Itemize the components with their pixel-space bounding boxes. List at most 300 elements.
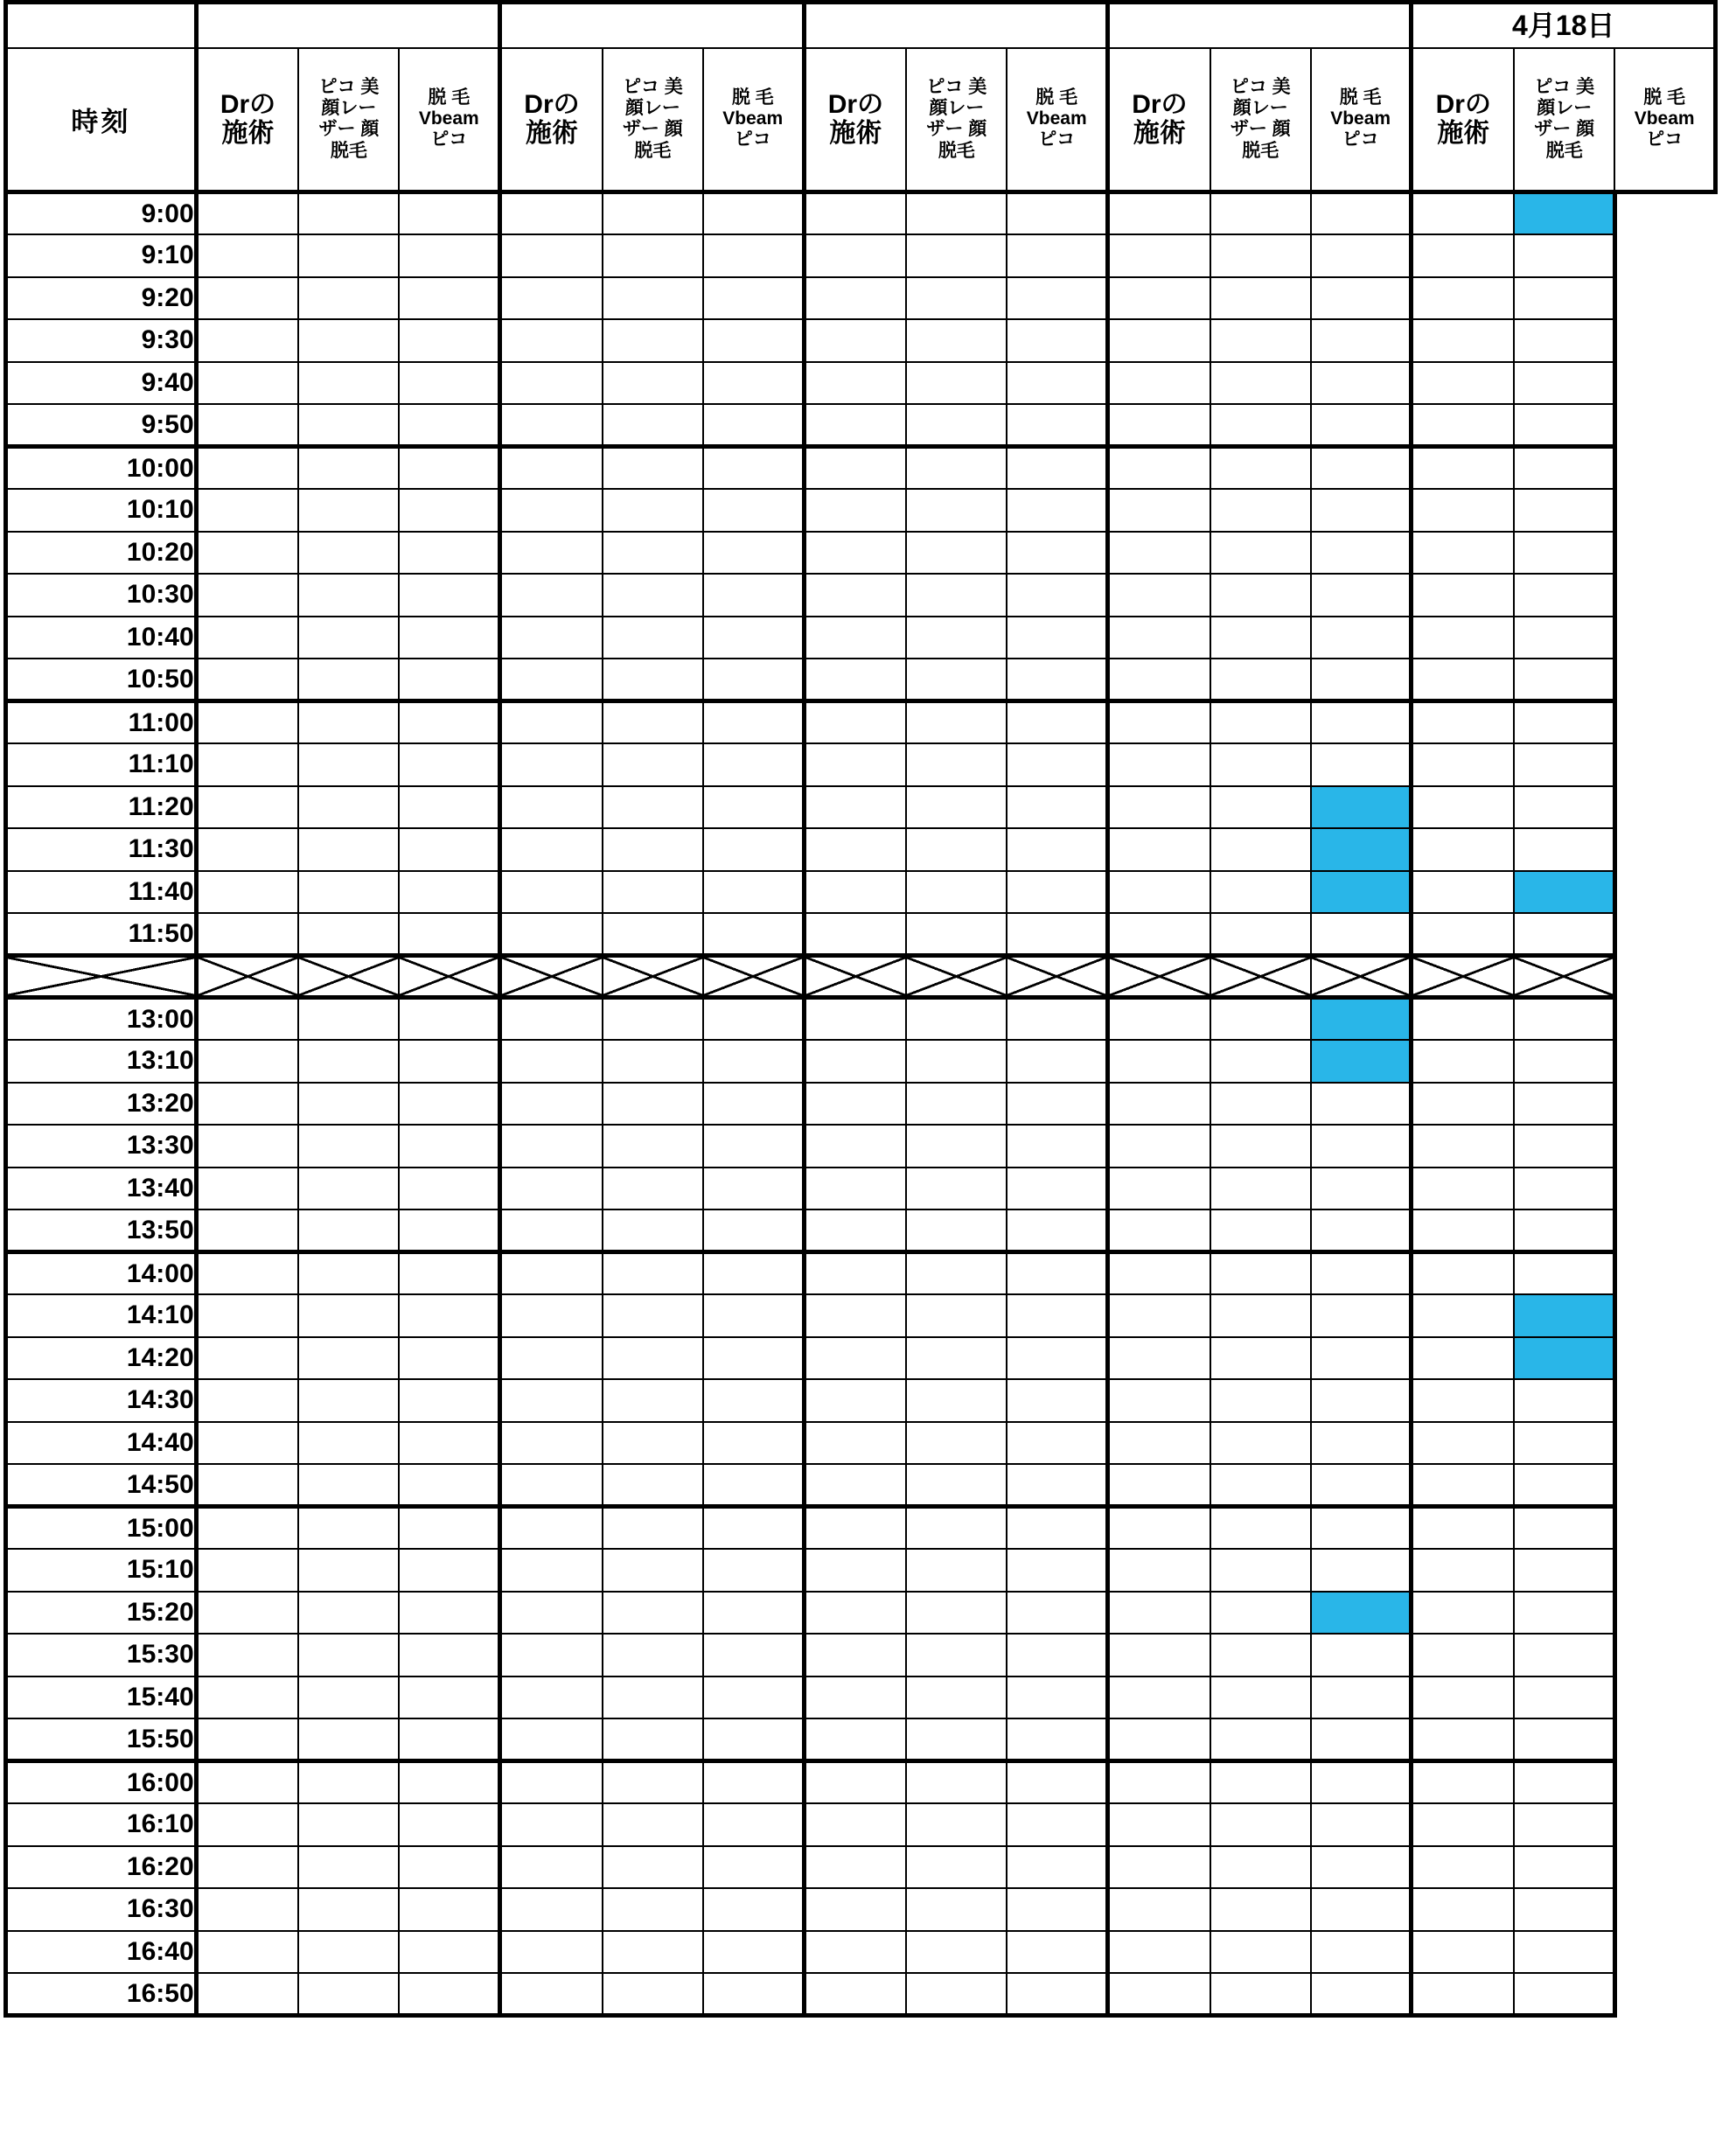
empty-slot-cell[interactable] [196,1168,298,1210]
empty-slot-cell[interactable] [298,532,399,575]
empty-slot-cell[interactable] [603,234,703,277]
empty-slot-cell[interactable] [703,913,804,956]
empty-slot-cell[interactable] [1412,1718,1514,1761]
empty-slot-cell[interactable] [500,743,603,786]
empty-slot-cell[interactable] [500,1931,603,1974]
empty-slot-cell[interactable] [603,1464,703,1507]
empty-slot-cell[interactable] [1412,786,1514,829]
empty-slot-cell[interactable] [1210,1973,1311,2016]
empty-slot-cell[interactable] [196,659,298,701]
empty-slot-cell[interactable] [603,574,703,617]
empty-slot-cell[interactable] [399,913,499,956]
empty-slot-cell[interactable] [1311,1252,1412,1295]
empty-slot-cell[interactable] [1108,786,1210,829]
empty-slot-cell[interactable] [196,1718,298,1761]
empty-slot-cell[interactable] [804,1718,906,1761]
empty-slot-cell[interactable] [1412,1676,1514,1719]
empty-slot-cell[interactable] [196,1464,298,1507]
empty-slot-cell[interactable] [1210,1549,1311,1592]
empty-slot-cell[interactable] [500,913,603,956]
empty-slot-cell[interactable] [399,1931,499,1974]
empty-slot-cell[interactable] [603,1422,703,1465]
empty-slot-cell[interactable] [196,1209,298,1252]
empty-slot-cell[interactable] [196,1252,298,1295]
empty-slot-cell[interactable] [196,1888,298,1931]
empty-slot-cell[interactable] [399,1676,499,1719]
empty-slot-cell[interactable] [1007,1931,1107,1974]
empty-slot-cell[interactable] [298,1125,399,1168]
empty-slot-cell[interactable] [703,1846,804,1889]
empty-slot-cell[interactable] [1108,1846,1210,1889]
empty-slot-cell[interactable] [399,447,499,490]
empty-slot-cell[interactable] [500,1507,603,1550]
empty-slot-cell[interactable] [703,1337,804,1380]
empty-slot-cell[interactable] [703,404,804,447]
empty-slot-cell[interactable] [603,1209,703,1252]
empty-slot-cell[interactable] [1007,1464,1107,1507]
empty-slot-cell[interactable] [603,1507,703,1550]
empty-slot-cell[interactable] [906,1761,1007,1804]
booked-slot-cell[interactable] [1311,1040,1412,1083]
empty-slot-cell[interactable] [1412,447,1514,490]
empty-slot-cell[interactable] [500,1337,603,1380]
empty-slot-cell[interactable] [1108,1973,1210,2016]
empty-slot-cell[interactable] [1412,1761,1514,1804]
empty-slot-cell[interactable] [1108,1931,1210,1974]
empty-slot-cell[interactable] [298,617,399,659]
empty-slot-cell[interactable] [1108,743,1210,786]
empty-slot-cell[interactable] [298,1761,399,1804]
booked-slot-cell[interactable] [1514,192,1614,235]
empty-slot-cell[interactable] [399,1718,499,1761]
empty-slot-cell[interactable] [1108,701,1210,744]
empty-slot-cell[interactable] [1007,1549,1107,1592]
empty-slot-cell[interactable] [603,362,703,405]
empty-slot-cell[interactable] [399,1252,499,1295]
empty-slot-cell[interactable] [804,701,906,744]
empty-slot-cell[interactable] [500,1973,603,2016]
empty-slot-cell[interactable] [906,1040,1007,1083]
empty-slot-cell[interactable] [399,1507,499,1550]
empty-slot-cell[interactable] [196,828,298,871]
empty-slot-cell[interactable] [1007,1888,1107,1931]
empty-slot-cell[interactable] [1311,1634,1412,1676]
empty-slot-cell[interactable] [399,574,499,617]
empty-slot-cell[interactable] [1210,362,1311,405]
empty-slot-cell[interactable] [804,1252,906,1295]
empty-slot-cell[interactable] [1007,192,1107,235]
empty-slot-cell[interactable] [1412,913,1514,956]
empty-slot-cell[interactable] [196,1931,298,1974]
empty-slot-cell[interactable] [1108,404,1210,447]
empty-slot-cell[interactable] [804,489,906,532]
empty-slot-cell[interactable] [1311,1761,1412,1804]
empty-slot-cell[interactable] [1514,1040,1614,1083]
empty-slot-cell[interactable] [399,1803,499,1846]
empty-slot-cell[interactable] [1311,1337,1412,1380]
empty-slot-cell[interactable] [1311,617,1412,659]
empty-slot-cell[interactable] [1210,532,1311,575]
empty-slot-cell[interactable] [906,277,1007,320]
empty-slot-cell[interactable] [1210,1083,1311,1126]
empty-slot-cell[interactable] [1311,1507,1412,1550]
empty-slot-cell[interactable] [906,871,1007,914]
break-cell[interactable] [298,956,399,998]
empty-slot-cell[interactable] [1514,447,1614,490]
empty-slot-cell[interactable] [703,1294,804,1337]
empty-slot-cell[interactable] [1210,1464,1311,1507]
empty-slot-cell[interactable] [1311,574,1412,617]
empty-slot-cell[interactable] [603,1549,703,1592]
empty-slot-cell[interactable] [1108,1294,1210,1337]
empty-slot-cell[interactable] [906,1252,1007,1295]
empty-slot-cell[interactable] [1311,489,1412,532]
empty-slot-cell[interactable] [1007,447,1107,490]
empty-slot-cell[interactable] [1007,1592,1107,1635]
empty-slot-cell[interactable] [1210,743,1311,786]
empty-slot-cell[interactable] [500,1803,603,1846]
empty-slot-cell[interactable] [906,1846,1007,1889]
booked-slot-cell[interactable] [1311,871,1412,914]
empty-slot-cell[interactable] [703,1973,804,2016]
empty-slot-cell[interactable] [298,1083,399,1126]
empty-slot-cell[interactable] [1108,1168,1210,1210]
empty-slot-cell[interactable] [1007,828,1107,871]
break-cell[interactable] [603,956,703,998]
empty-slot-cell[interactable] [399,743,499,786]
break-cell[interactable] [1007,956,1107,998]
empty-slot-cell[interactable] [1311,1846,1412,1889]
empty-slot-cell[interactable] [500,871,603,914]
empty-slot-cell[interactable] [196,1761,298,1804]
booked-slot-cell[interactable] [1311,1592,1412,1635]
empty-slot-cell[interactable] [298,362,399,405]
empty-slot-cell[interactable] [603,998,703,1041]
empty-slot-cell[interactable] [399,1125,499,1168]
empty-slot-cell[interactable] [399,617,499,659]
empty-slot-cell[interactable] [603,828,703,871]
empty-slot-cell[interactable] [196,362,298,405]
empty-slot-cell[interactable] [1311,1379,1412,1422]
empty-slot-cell[interactable] [1007,1294,1107,1337]
empty-slot-cell[interactable] [1210,404,1311,447]
empty-slot-cell[interactable] [500,828,603,871]
empty-slot-cell[interactable] [1514,1846,1614,1889]
empty-slot-cell[interactable] [1108,871,1210,914]
empty-slot-cell[interactable] [703,1507,804,1550]
empty-slot-cell[interactable] [1412,871,1514,914]
empty-slot-cell[interactable] [1311,1422,1412,1465]
empty-slot-cell[interactable] [1412,701,1514,744]
empty-slot-cell[interactable] [399,489,499,532]
empty-slot-cell[interactable] [804,277,906,320]
empty-slot-cell[interactable] [703,1040,804,1083]
empty-slot-cell[interactable] [1007,1803,1107,1846]
empty-slot-cell[interactable] [399,1379,499,1422]
empty-slot-cell[interactable] [906,1803,1007,1846]
empty-slot-cell[interactable] [804,1125,906,1168]
empty-slot-cell[interactable] [196,192,298,235]
empty-slot-cell[interactable] [500,786,603,829]
empty-slot-cell[interactable] [1514,1125,1614,1168]
empty-slot-cell[interactable] [1311,1464,1412,1507]
empty-slot-cell[interactable] [1007,617,1107,659]
empty-slot-cell[interactable] [1412,1337,1514,1380]
empty-slot-cell[interactable] [298,1931,399,1974]
empty-slot-cell[interactable] [703,828,804,871]
empty-slot-cell[interactable] [298,659,399,701]
empty-slot-cell[interactable] [500,1676,603,1719]
empty-slot-cell[interactable] [1210,913,1311,956]
empty-slot-cell[interactable] [500,319,603,362]
empty-slot-cell[interactable] [196,1634,298,1676]
empty-slot-cell[interactable] [1412,574,1514,617]
empty-slot-cell[interactable] [500,617,603,659]
empty-slot-cell[interactable] [1311,743,1412,786]
empty-slot-cell[interactable] [1007,277,1107,320]
empty-slot-cell[interactable] [1514,1168,1614,1210]
empty-slot-cell[interactable] [196,1422,298,1465]
empty-slot-cell[interactable] [399,1422,499,1465]
empty-slot-cell[interactable] [1311,1294,1412,1337]
empty-slot-cell[interactable] [196,1846,298,1889]
empty-slot-cell[interactable] [906,659,1007,701]
empty-slot-cell[interactable] [603,447,703,490]
empty-slot-cell[interactable] [804,786,906,829]
empty-slot-cell[interactable] [906,1549,1007,1592]
empty-slot-cell[interactable] [399,1337,499,1380]
empty-slot-cell[interactable] [1210,1337,1311,1380]
empty-slot-cell[interactable] [1311,913,1412,956]
empty-slot-cell[interactable] [906,1422,1007,1465]
empty-slot-cell[interactable] [1108,489,1210,532]
empty-slot-cell[interactable] [1514,828,1614,871]
empty-slot-cell[interactable] [500,1168,603,1210]
empty-slot-cell[interactable] [399,1168,499,1210]
empty-slot-cell[interactable] [703,786,804,829]
empty-slot-cell[interactable] [603,319,703,362]
empty-slot-cell[interactable] [1412,1168,1514,1210]
empty-slot-cell[interactable] [298,1337,399,1380]
empty-slot-cell[interactable] [1108,617,1210,659]
empty-slot-cell[interactable] [703,1549,804,1592]
empty-slot-cell[interactable] [1210,786,1311,829]
empty-slot-cell[interactable] [399,1083,499,1126]
empty-slot-cell[interactable] [1108,319,1210,362]
empty-slot-cell[interactable] [298,1549,399,1592]
empty-slot-cell[interactable] [703,1718,804,1761]
empty-slot-cell[interactable] [603,1040,703,1083]
empty-slot-cell[interactable] [399,659,499,701]
empty-slot-cell[interactable] [804,1294,906,1337]
empty-slot-cell[interactable] [1007,362,1107,405]
empty-slot-cell[interactable] [703,192,804,235]
empty-slot-cell[interactable] [500,1083,603,1126]
empty-slot-cell[interactable] [1007,659,1107,701]
empty-slot-cell[interactable] [1210,1422,1311,1465]
empty-slot-cell[interactable] [603,1931,703,1974]
empty-slot-cell[interactable] [804,659,906,701]
empty-slot-cell[interactable] [500,1379,603,1422]
empty-slot-cell[interactable] [804,1761,906,1804]
booked-slot-cell[interactable] [1311,786,1412,829]
empty-slot-cell[interactable] [500,1592,603,1635]
empty-slot-cell[interactable] [703,1168,804,1210]
empty-slot-cell[interactable] [1311,1083,1412,1126]
empty-slot-cell[interactable] [1311,1718,1412,1761]
empty-slot-cell[interactable] [804,1676,906,1719]
empty-slot-cell[interactable] [1514,489,1614,532]
empty-slot-cell[interactable] [1007,1761,1107,1804]
empty-slot-cell[interactable] [1412,1931,1514,1974]
empty-slot-cell[interactable] [1412,1125,1514,1168]
empty-slot-cell[interactable] [1108,1634,1210,1676]
empty-slot-cell[interactable] [1007,1125,1107,1168]
empty-slot-cell[interactable] [1007,319,1107,362]
break-cell[interactable] [906,956,1007,998]
empty-slot-cell[interactable] [1210,701,1311,744]
break-cell[interactable] [196,956,298,998]
empty-slot-cell[interactable] [1108,1464,1210,1507]
empty-slot-cell[interactable] [1514,574,1614,617]
empty-slot-cell[interactable] [1311,362,1412,405]
empty-slot-cell[interactable] [603,659,703,701]
empty-slot-cell[interactable] [906,574,1007,617]
empty-slot-cell[interactable] [1514,1592,1614,1635]
empty-slot-cell[interactable] [298,404,399,447]
empty-slot-cell[interactable] [906,1718,1007,1761]
empty-slot-cell[interactable] [1210,659,1311,701]
empty-slot-cell[interactable] [804,1888,906,1931]
empty-slot-cell[interactable] [500,362,603,405]
empty-slot-cell[interactable] [906,1507,1007,1550]
empty-slot-cell[interactable] [399,998,499,1041]
empty-slot-cell[interactable] [703,362,804,405]
empty-slot-cell[interactable] [703,659,804,701]
empty-slot-cell[interactable] [196,871,298,914]
empty-slot-cell[interactable] [906,1973,1007,2016]
empty-slot-cell[interactable] [603,532,703,575]
empty-slot-cell[interactable] [1108,1803,1210,1846]
empty-slot-cell[interactable] [196,1294,298,1337]
empty-slot-cell[interactable] [703,1464,804,1507]
empty-slot-cell[interactable] [1210,1294,1311,1337]
empty-slot-cell[interactable] [603,701,703,744]
empty-slot-cell[interactable] [500,701,603,744]
empty-slot-cell[interactable] [196,998,298,1041]
empty-slot-cell[interactable] [804,234,906,277]
empty-slot-cell[interactable] [1007,532,1107,575]
empty-slot-cell[interactable] [1007,1168,1107,1210]
empty-slot-cell[interactable] [298,1168,399,1210]
empty-slot-cell[interactable] [1311,1803,1412,1846]
empty-slot-cell[interactable] [196,1379,298,1422]
empty-slot-cell[interactable] [603,1379,703,1422]
empty-slot-cell[interactable] [1311,701,1412,744]
empty-slot-cell[interactable] [500,1846,603,1889]
empty-slot-cell[interactable] [298,1294,399,1337]
empty-slot-cell[interactable] [703,1422,804,1465]
empty-slot-cell[interactable] [1108,1549,1210,1592]
empty-slot-cell[interactable] [906,743,1007,786]
empty-slot-cell[interactable] [196,617,298,659]
empty-slot-cell[interactable] [1007,1379,1107,1422]
empty-slot-cell[interactable] [1210,234,1311,277]
empty-slot-cell[interactable] [1210,871,1311,914]
empty-slot-cell[interactable] [298,489,399,532]
break-cell[interactable] [1514,956,1614,998]
empty-slot-cell[interactable] [1108,1422,1210,1465]
empty-slot-cell[interactable] [804,362,906,405]
empty-slot-cell[interactable] [1007,1337,1107,1380]
empty-slot-cell[interactable] [298,1634,399,1676]
empty-slot-cell[interactable] [804,1803,906,1846]
empty-slot-cell[interactable] [196,1040,298,1083]
empty-slot-cell[interactable] [298,1803,399,1846]
empty-slot-cell[interactable] [906,1379,1007,1422]
empty-slot-cell[interactable] [703,234,804,277]
empty-slot-cell[interactable] [196,743,298,786]
empty-slot-cell[interactable] [703,574,804,617]
empty-slot-cell[interactable] [906,1294,1007,1337]
empty-slot-cell[interactable] [906,913,1007,956]
empty-slot-cell[interactable] [1210,447,1311,490]
empty-slot-cell[interactable] [1514,277,1614,320]
empty-slot-cell[interactable] [298,701,399,744]
empty-slot-cell[interactable] [1108,362,1210,405]
empty-slot-cell[interactable] [1311,447,1412,490]
empty-slot-cell[interactable] [906,1592,1007,1635]
break-cell[interactable] [1412,956,1514,998]
empty-slot-cell[interactable] [1108,1761,1210,1804]
empty-slot-cell[interactable] [804,1168,906,1210]
empty-slot-cell[interactable] [1007,871,1107,914]
empty-slot-cell[interactable] [906,234,1007,277]
empty-slot-cell[interactable] [196,234,298,277]
empty-slot-cell[interactable] [196,913,298,956]
empty-slot-cell[interactable] [298,871,399,914]
empty-slot-cell[interactable] [1514,1676,1614,1719]
empty-slot-cell[interactable] [906,532,1007,575]
empty-slot-cell[interactable] [1514,1083,1614,1126]
empty-slot-cell[interactable] [703,1634,804,1676]
empty-slot-cell[interactable] [1210,1846,1311,1889]
empty-slot-cell[interactable] [1514,743,1614,786]
empty-slot-cell[interactable] [1210,1634,1311,1676]
empty-slot-cell[interactable] [500,1422,603,1465]
empty-slot-cell[interactable] [196,1592,298,1635]
empty-slot-cell[interactable] [196,1507,298,1550]
empty-slot-cell[interactable] [196,1337,298,1380]
break-cell[interactable] [500,956,603,998]
empty-slot-cell[interactable] [399,1040,499,1083]
empty-slot-cell[interactable] [703,532,804,575]
empty-slot-cell[interactable] [1108,1083,1210,1126]
empty-slot-cell[interactable] [1311,1549,1412,1592]
empty-slot-cell[interactable] [804,1592,906,1635]
empty-slot-cell[interactable] [1210,1252,1311,1295]
empty-slot-cell[interactable] [399,828,499,871]
empty-slot-cell[interactable] [1311,277,1412,320]
empty-slot-cell[interactable] [603,192,703,235]
empty-slot-cell[interactable] [298,1973,399,2016]
empty-slot-cell[interactable] [603,617,703,659]
empty-slot-cell[interactable] [906,1888,1007,1931]
empty-slot-cell[interactable] [298,447,399,490]
empty-slot-cell[interactable] [906,1337,1007,1380]
empty-slot-cell[interactable] [1311,532,1412,575]
booked-slot-cell[interactable] [1311,998,1412,1041]
